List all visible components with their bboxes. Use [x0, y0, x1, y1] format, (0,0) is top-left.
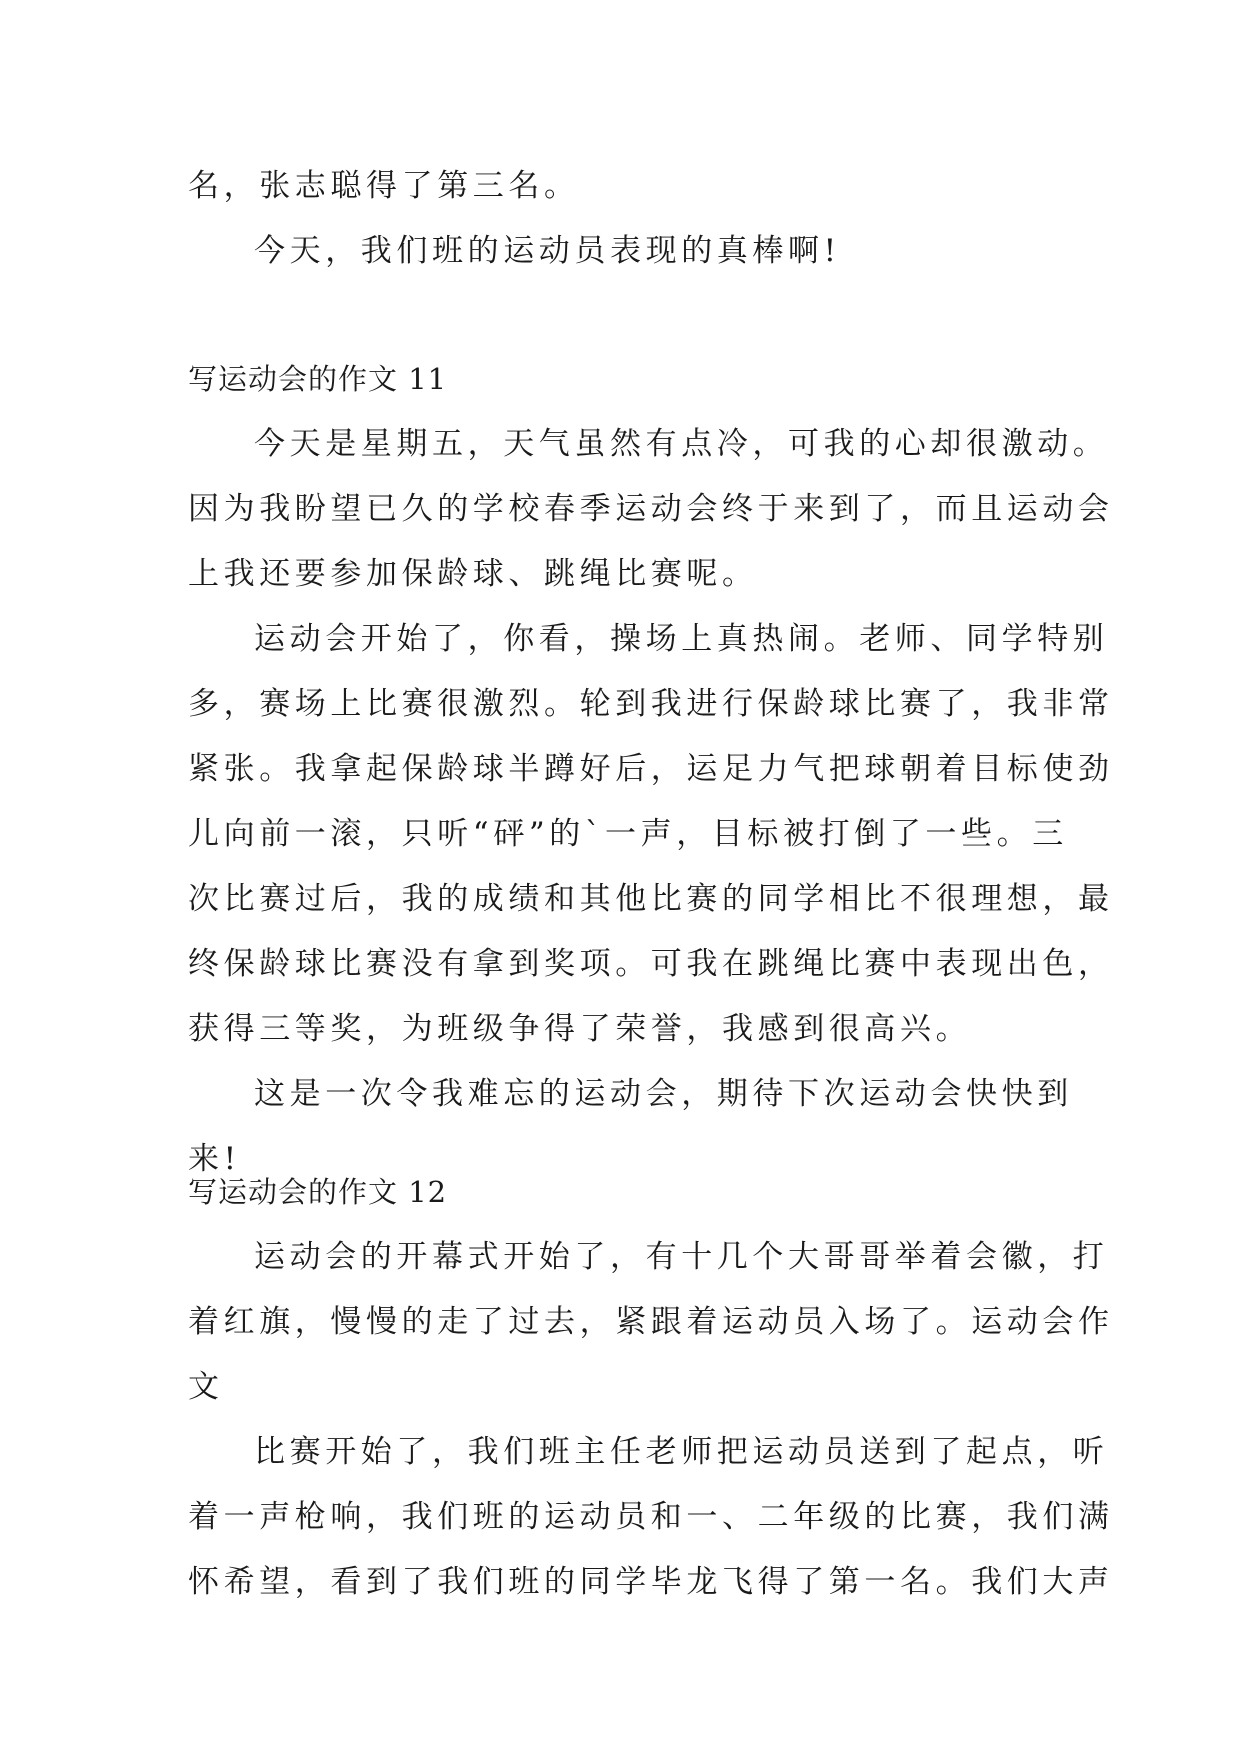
paragraph-line: 文 [188, 1369, 224, 1405]
section-heading: 写运动会的作文 12 [188, 1175, 448, 1209]
paragraph-line: 怀希望，看到了我们班的同学毕龙飞得了第一名。我们大声 [188, 1564, 1114, 1600]
paragraph-line: 着红旗，慢慢的走了过去，紧跟着运动员入场了。运动会作 [188, 1304, 1114, 1340]
paragraph-line: 这是一次令我难忘的运动会，期待下次运动会快快到 [254, 1076, 1073, 1112]
paragraph-line: 上我还要参加保龄球、跳绳比赛呢。 [188, 556, 758, 592]
paragraph-line: 终保龄球比赛没有拿到奖项。可我在跳绳比赛中表现出色， [188, 946, 1114, 982]
paragraph-line: 运动会的开幕式开始了，有十几个大哥哥举着会徽，打 [254, 1239, 1109, 1275]
paragraph-line: 着一声枪响，我们班的运动员和一、二年级的比赛，我们满 [188, 1499, 1114, 1535]
paragraph-line: 来! [188, 1141, 241, 1177]
section-essay-11 [188, 347, 1114, 1192]
section-continuation [188, 154, 1058, 284]
paragraph-line: 获得三等奖，为班级争得了荣誉，我感到很高兴。 [188, 1011, 972, 1047]
paragraph-line: 名，张志聪得了第三名。 [188, 168, 580, 204]
section-heading: 写运动会的作文 11 [188, 362, 448, 396]
paragraph-line: 次比赛过后，我的成绩和其他比赛的同学相比不很理想，最 [188, 881, 1114, 917]
paragraph-line: 紧张。我拿起保龄球半蹲好后，运足力气把球朝着目标使劲 [188, 751, 1114, 787]
section-essay-12 [188, 1160, 1114, 1615]
paragraph-line: 比赛开始了，我们班主任老师把运动员送到了起点，听 [254, 1434, 1109, 1470]
paragraph-line: 今天，我们班的运动员表现的真棒啊! [254, 233, 841, 269]
paragraph-line: 多，赛场上比赛很激烈。轮到我进行保龄球比赛了，我非常 [188, 686, 1114, 722]
paragraph-line: 今天是星期五，天气虽然有点冷，可我的心却很激动。 [254, 426, 1109, 462]
paragraph-line: 儿向前一滚，只听“砰”的`一声，目标被打倒了一些。三 [188, 816, 1068, 852]
paragraph-line: 运动会开始了，你看，操场上真热闹。老师、同学特别 [254, 621, 1109, 657]
paragraph-line: 因为我盼望已久的学校春季运动会终于来到了，而且运动会 [188, 491, 1114, 527]
